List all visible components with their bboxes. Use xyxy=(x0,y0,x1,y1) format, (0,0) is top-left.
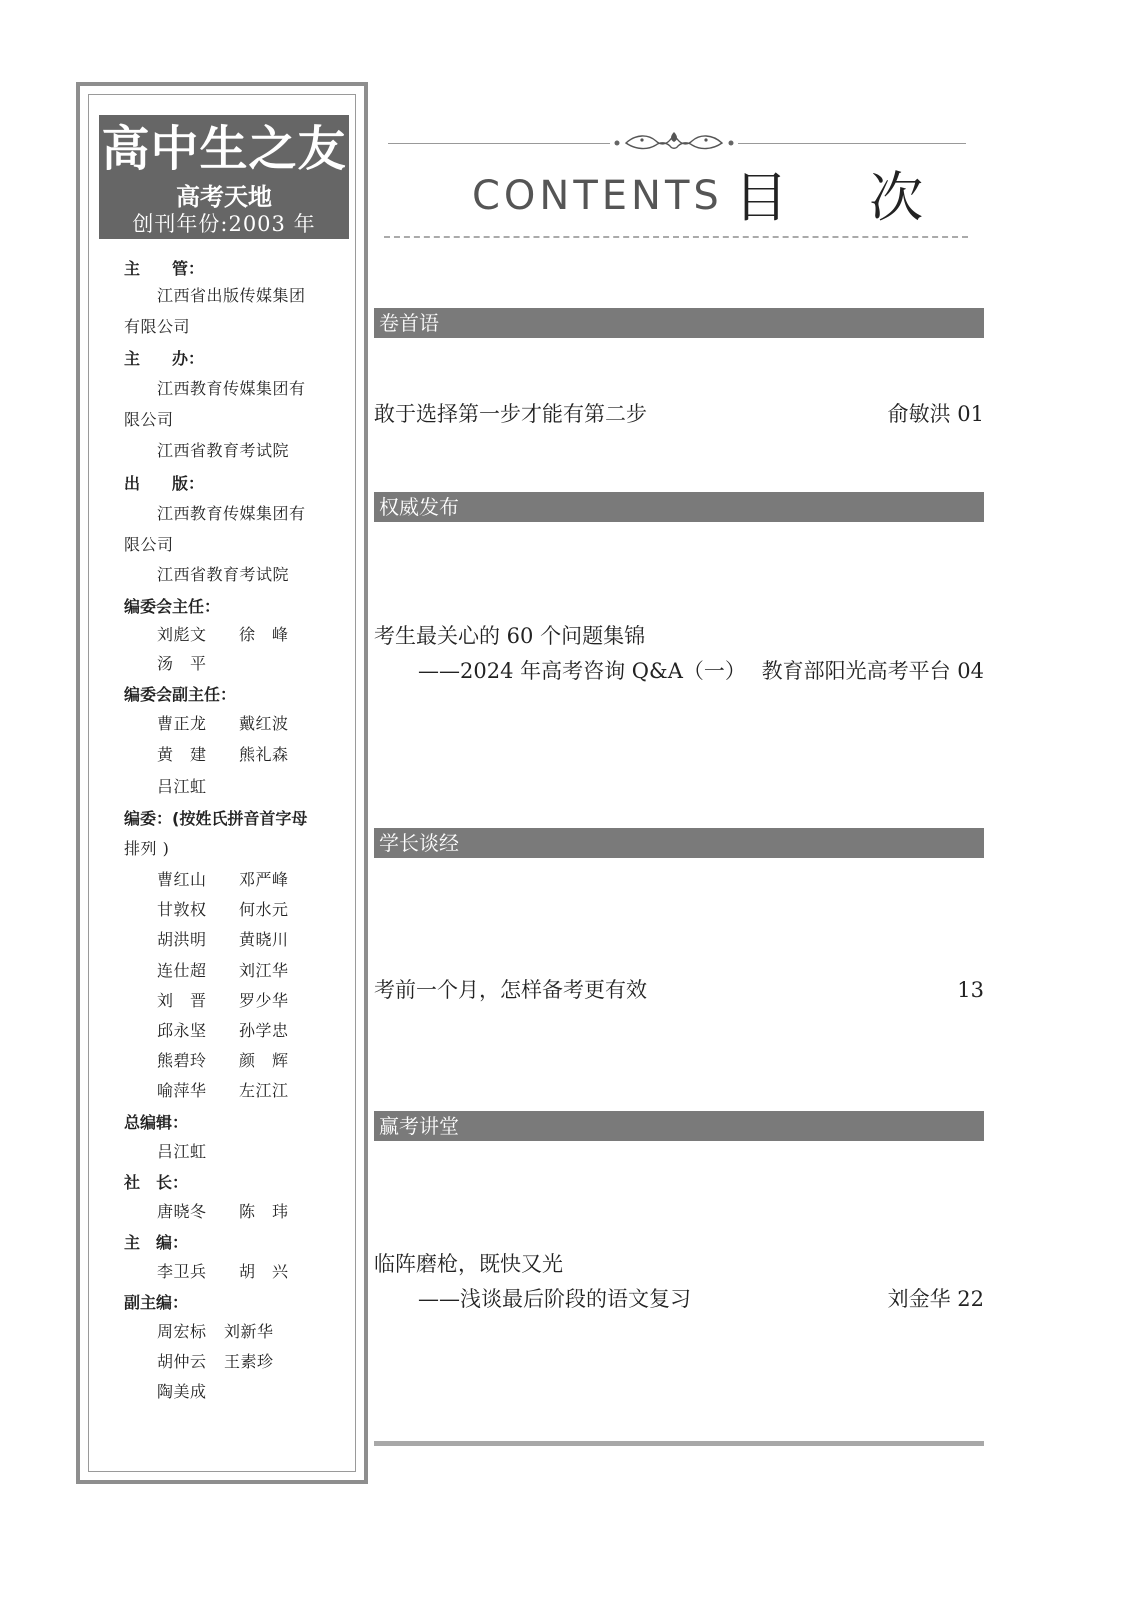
person-name: 刘江华 xyxy=(239,960,289,980)
article-title[interactable]: 考前一个月，怎样备考更有效 xyxy=(374,978,647,1002)
person-name: 邱永坚 xyxy=(157,1021,207,1040)
person-name: 黄 建 xyxy=(157,745,207,764)
person-name: 何水元 xyxy=(239,900,289,920)
person-name: 罗少华 xyxy=(239,990,289,1010)
sidebar-inner-frame xyxy=(88,94,356,1472)
person-name: 熊碧玲 xyxy=(157,1051,207,1071)
supervisor-label: 主 管： xyxy=(124,259,205,278)
sponsor-label: 主 办： xyxy=(124,349,205,368)
person-name: 王素珍 xyxy=(224,1352,274,1371)
section-bar: 卷首语 xyxy=(374,308,984,338)
person-name: 胡仲云 xyxy=(157,1352,207,1371)
sponsor-line: 限公司 xyxy=(124,410,174,429)
person-name: 喻萍华 xyxy=(157,1081,207,1101)
board-deputy-label: 编委会副主任： xyxy=(124,685,237,704)
person-name: 汤 平 xyxy=(157,654,207,673)
supervisor-line: 江西省出版传媒集团 xyxy=(157,286,306,305)
article-title[interactable]: 考生最关心的 60 个问题集锦 xyxy=(374,624,646,648)
section-bar: 赢考讲堂 xyxy=(374,1111,984,1141)
article-page: 04 xyxy=(957,659,984,683)
president-label: 社 长： xyxy=(124,1173,189,1192)
article-author-page xyxy=(957,976,984,1004)
masthead-sidebar xyxy=(76,82,368,1484)
section-bar: 学长谈经 xyxy=(374,828,984,858)
person-name: 连仕超 xyxy=(157,960,207,980)
person-name: 胡洪明 xyxy=(157,930,207,950)
contents-heading-cn: 目 次 xyxy=(734,166,956,229)
article-page: 13 xyxy=(957,978,984,1002)
person-name: 左江江 xyxy=(239,1081,289,1101)
person-name: 颜 辉 xyxy=(239,1051,289,1071)
publisher-line: 江西省教育考试院 xyxy=(157,565,290,584)
board-label: 编委：(按姓氏拼音首字母 xyxy=(124,809,308,828)
person-name: 黄晓川 xyxy=(239,930,289,950)
board-label-cont: 排列 ) xyxy=(124,839,170,858)
article-author-page xyxy=(888,1285,984,1313)
section-bar: 权威发布 xyxy=(374,492,984,522)
article-subtitle: ——2024 年高考咨询 Q&A（一） xyxy=(418,659,746,683)
person-name: 曹正龙 xyxy=(157,714,207,733)
publisher-label: 出 版： xyxy=(124,474,205,493)
ornament-line-left xyxy=(388,143,610,144)
article-author: 教育部阳光高考平台 xyxy=(761,659,951,683)
article-author: 刘金华 xyxy=(887,1287,951,1311)
person-name: 陈 玮 xyxy=(239,1202,289,1221)
sponsor-line: 江西省教育考试院 xyxy=(157,441,290,460)
person-name: 刘彪文 xyxy=(157,625,207,644)
person-name: 吕江虹 xyxy=(157,1142,207,1161)
deputy-editor-label: 副主编： xyxy=(124,1293,189,1312)
publisher-line: 限公司 xyxy=(124,535,174,554)
person-name: 胡 兴 xyxy=(239,1262,289,1281)
article-subtitle: ——浅谈最后阶段的语文复习 xyxy=(418,1287,691,1311)
magazine-subtitle: 高考天地 xyxy=(176,182,272,211)
person-name: 熊礼森 xyxy=(239,745,289,764)
person-name: 邓严峰 xyxy=(239,870,289,889)
bottom-rule xyxy=(374,1441,984,1446)
contents-heading-en: CONTENTS xyxy=(472,173,723,219)
masthead-box xyxy=(99,115,349,239)
ornament-line-right xyxy=(738,143,966,144)
person-name: 唐晓冬 xyxy=(157,1202,207,1221)
person-name: 刘 晋 xyxy=(157,990,207,1010)
person-name: 李卫兵 xyxy=(157,1262,207,1281)
person-name: 陶美成 xyxy=(157,1382,207,1401)
article-page: 22 xyxy=(957,1287,984,1311)
article-title[interactable]: 敢于选择第一步才能有第二步 xyxy=(374,402,647,426)
header-dashed-rule xyxy=(384,236,968,238)
magazine-title: 高中生之友 xyxy=(101,121,347,177)
founded-year: 创刊年份:2003 年 xyxy=(132,212,316,236)
person-name: 徐 峰 xyxy=(239,625,289,644)
person-name: 吕江虹 xyxy=(157,777,207,796)
article-author-page xyxy=(888,400,984,428)
article-author: 俞敏洪 xyxy=(887,402,951,426)
flourish-ornament-icon xyxy=(612,128,736,158)
person-name: 曹红山 xyxy=(157,870,207,889)
person-name: 甘敦权 xyxy=(157,900,207,920)
article-title[interactable]: 临阵磨枪，既快又光 xyxy=(374,1252,563,1276)
person-name: 戴红波 xyxy=(239,714,289,733)
publisher-line: 江西教育传媒集团有 xyxy=(157,504,306,523)
editor-in-chief-label: 总编辑： xyxy=(124,1113,189,1132)
supervisor-line: 有限公司 xyxy=(124,317,191,336)
article-author-page xyxy=(762,657,984,685)
chief-editor-label: 主 编： xyxy=(124,1233,189,1252)
person-name: 孙学忠 xyxy=(239,1021,289,1040)
board-director-label: 编委会主任： xyxy=(124,597,221,616)
person-name: 周宏标 xyxy=(157,1322,207,1341)
article-page: 01 xyxy=(957,402,984,426)
person-name: 刘新华 xyxy=(224,1322,274,1341)
sponsor-line: 江西教育传媒集团有 xyxy=(157,379,306,398)
